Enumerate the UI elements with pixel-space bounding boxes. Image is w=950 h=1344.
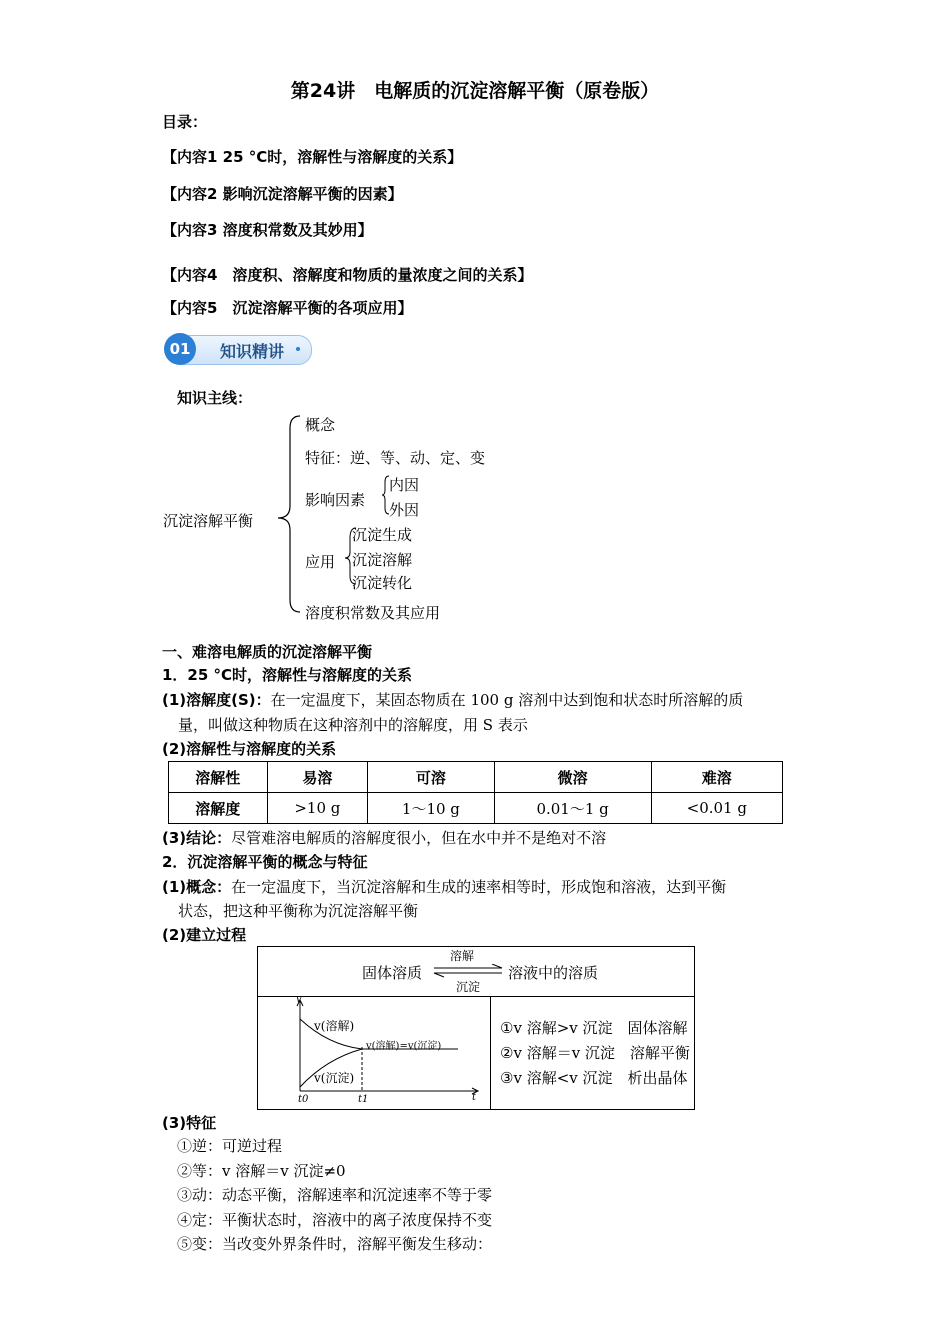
equation-left: 固体溶质 — [362, 964, 423, 982]
conclusion-label: (3)结论： — [162, 829, 232, 847]
feature-5: ⑤变：当改变外界条件时，溶解平衡发生移动： — [177, 1235, 493, 1253]
graph-t0-label: t0 — [298, 1094, 309, 1105]
conclusion-text: 尽管难溶电解质的溶解度很小，但在水中并不是绝对不溶 — [231, 829, 607, 847]
concept-line2: 状态，把这种平衡称为沉淀溶解平衡 — [178, 902, 419, 920]
table-cell: 溶解度 — [169, 793, 268, 824]
solubility-relation-label: (2)溶解性与溶解度的关系 — [162, 740, 337, 758]
condition-3: ③v 溶解<v 沉淀 析出晶体 — [500, 1069, 688, 1087]
subsection-2: 2．沉淀溶解平衡的概念与特征 — [162, 853, 368, 871]
section-heading: 一、难溶电解质的沉淀溶解平衡 — [162, 643, 373, 661]
section-badge — [164, 333, 314, 365]
feature-1: ①逆：可逆过程 — [177, 1137, 283, 1155]
table-cell: 可溶 — [368, 762, 494, 793]
table-row — [169, 762, 783, 793]
process-divider — [490, 997, 491, 1109]
graph-t-axis-label: t — [472, 1092, 477, 1103]
solubility-def-line1: 在一定温度下，某固态物质在 100 g 溶剂中达到饱和状态时所溶解的质 — [270, 691, 744, 709]
feature-3: ③动：动态平衡，溶解速率和沉淀速率不等于零 — [177, 1186, 493, 1204]
graph-v-axis-label: v — [296, 994, 302, 1005]
features-label: (3)特征 — [162, 1114, 217, 1132]
feature-2: ②等：v 溶解＝v 沉淀≠0 — [177, 1162, 346, 1180]
feature-4: ④定：平衡状态时，溶液中的离子浓度保持不变 — [177, 1211, 493, 1229]
toc-item-1[interactable]: 【内容1 25 °C时，溶解性与溶解度的关系】 — [162, 148, 463, 166]
process-equation-row — [258, 947, 694, 997]
process-box — [257, 946, 695, 1110]
equation-right: 溶液中的溶质 — [508, 964, 599, 982]
table-cell: 1～10 g — [368, 793, 494, 824]
concept-label: (1)概念： — [162, 878, 232, 896]
graph-t1-label: t1 — [358, 1094, 369, 1105]
mindmap-node-concept: 概念 — [305, 416, 336, 434]
rate-graph — [288, 997, 488, 1107]
table-cell: 0.01～1 g — [494, 793, 651, 824]
toc-item-3[interactable]: 【内容3 溶度积常数及其妙用】 — [162, 221, 373, 239]
reversible-arrow-icon — [432, 964, 504, 978]
table-cell: 溶解性 — [169, 762, 268, 793]
mindmap-node-ksp: 溶度积常数及其应用 — [305, 604, 441, 622]
badge-dot-icon — [296, 347, 300, 351]
mindmap-node-factors: 影响因素 — [305, 491, 366, 509]
mindmap-node-dissolution: 沉淀溶解 — [352, 551, 413, 569]
condition-1: ①v 溶解>v 沉淀 固体溶解 — [500, 1019, 688, 1037]
concept-line1: 在一定温度下，当沉淀溶解和生成的速率相等时，形成饱和溶液，达到平衡 — [231, 878, 727, 896]
subsection-1: 1．25 °C时，溶解性与溶解度的关系 — [162, 666, 413, 684]
mindmap-node-internal: 内因 — [389, 476, 420, 494]
graph-precip-label: v(沉淀) — [314, 1071, 355, 1085]
mindmap-heading: 知识主线： — [177, 389, 253, 407]
condition-2: ②v 溶解＝v 沉淀 溶解平衡 — [500, 1044, 690, 1062]
mindmap-root: 沉淀溶解平衡 — [163, 512, 254, 530]
page-title: 第24讲 电解质的沉淀溶解平衡（原卷版） — [290, 80, 660, 102]
badge-label: 知识精讲 — [220, 342, 285, 361]
equation-arrow-top: 溶解 — [450, 949, 475, 963]
mindmap-node-feature: 特征：逆、等、动、定、变 — [305, 449, 486, 467]
toc-item-5[interactable]: 【内容5 沉淀溶解平衡的各项应用】 — [162, 299, 413, 317]
table-cell: 微溶 — [494, 762, 651, 793]
solubility-table — [168, 761, 783, 824]
toc-heading: 目录： — [162, 113, 208, 131]
table-cell: <0.01 g — [651, 793, 782, 824]
toc-item-2[interactable]: 【内容2 影响沉淀溶解平衡的因素】 — [162, 185, 403, 203]
table-cell: >10 g — [267, 793, 368, 824]
solubility-label: (1)溶解度(S)： — [162, 691, 271, 709]
mindmap-node-transformation: 沉淀转化 — [352, 574, 413, 592]
mindmap-node-application: 应用 — [305, 553, 336, 571]
graph-equal-label: v(溶解)=v(沉淀) — [366, 1041, 442, 1052]
table-cell: 易溶 — [267, 762, 368, 793]
mindmap-node-formation: 沉淀生成 — [352, 526, 413, 544]
graph-dissolve-label: v(溶解) — [314, 1019, 355, 1033]
table-cell: 难溶 — [651, 762, 782, 793]
equation-arrow-bottom: 沉淀 — [456, 980, 481, 994]
process-label: (2)建立过程 — [162, 926, 247, 944]
table-row — [169, 793, 783, 824]
solubility-def-line2: 量，叫做这种物质在这种溶剂中的溶解度，用 S 表示 — [178, 716, 528, 734]
mindmap-node-external: 外因 — [389, 501, 420, 519]
badge-number: 01 — [164, 333, 196, 365]
toc-item-4[interactable]: 【内容4 溶度积、溶解度和物质的量浓度之间的关系】 — [162, 266, 533, 284]
